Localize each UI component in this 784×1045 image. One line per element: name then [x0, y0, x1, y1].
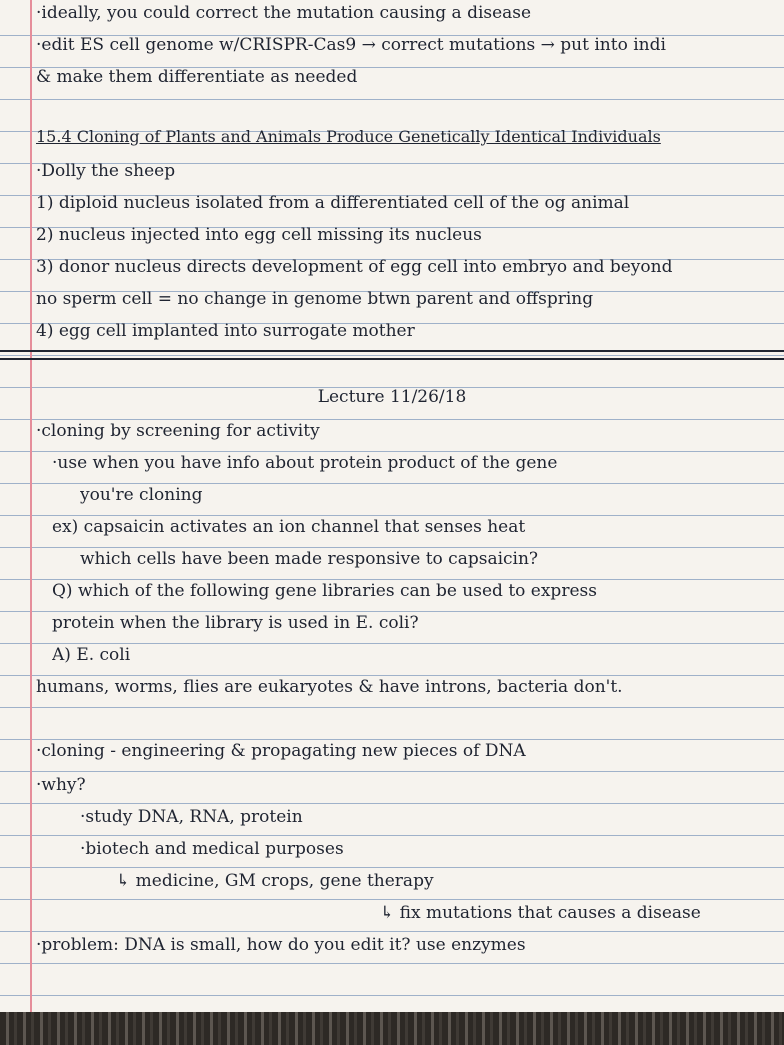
note-line: ·cloning by screening for activity [36, 421, 320, 441]
note-line: ·cloning - engineering & propagating new pieces of DNA [36, 741, 526, 761]
note-line: which cells have been made responsive to capsaicin? [80, 549, 539, 569]
note-line: ·Dolly the sheep [36, 161, 176, 181]
note-line: ·edit ES cell genome w/CRISPR-Cas9 → correct mutations → put into indi [36, 35, 666, 55]
note-line: 3) donor nucleus directs development of egg cell into embryo and beyond [36, 257, 673, 277]
note-line: & make them differentiate as needed [36, 67, 358, 87]
note-line: no sperm cell = no change in genome btwn parent and offspring [36, 289, 594, 309]
note-line: Q) which of the following gene libraries can be used to express [52, 581, 597, 601]
note-line: 2) nucleus injected into egg cell missing its nucleus [36, 225, 482, 245]
note-line: ·study DNA, RNA, protein [80, 807, 303, 827]
note-line: ·biotech and medical purposes [80, 839, 344, 859]
divider-line [0, 350, 784, 352]
note-line: ex) capsaicin activates an ion channel that senses heat [52, 517, 526, 537]
note-line: protein when the library is used in E. coli? [52, 613, 419, 633]
section-heading: 15.4 Cloning of Plants and Animals Produce Genetically Identical Individuals [36, 127, 661, 146]
note-line: ↳ fix mutations that causes a disease [380, 903, 701, 923]
note-line: ·ideally, you could correct the mutation causing a disease [36, 3, 532, 23]
note-line: 4) egg cell implanted into surrogate mother [36, 321, 415, 341]
note-line: 1) diploid nucleus isolated from a differentiated cell of the og animal [36, 193, 630, 213]
divider-line [0, 358, 784, 360]
lecture-heading: Lecture 11/26/18 [317, 387, 467, 407]
note-line: ·use when you have info about protein product of the gene [52, 453, 558, 473]
notebook-edge [0, 1012, 784, 1045]
note-line: ↳ medicine, GM crops, gene therapy [116, 871, 434, 891]
note-line: ·why? [36, 775, 86, 795]
margin-line [30, 0, 32, 1012]
note-line: humans, worms, flies are eukaryotes & have introns, bacteria don't. [36, 677, 623, 697]
note-line: ·problem: DNA is small, how do you edit it? use enzymes [36, 935, 526, 955]
note-line: you're cloning [80, 485, 203, 505]
note-line: A) E. coli [52, 645, 131, 665]
